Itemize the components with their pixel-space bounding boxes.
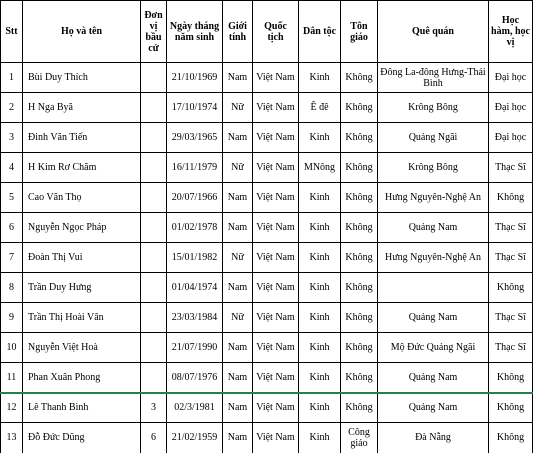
cell-stt: 7 [1,243,23,273]
cell-hometown: Hưng Nguyên-Nghệ An [378,243,489,273]
cell-ethnicity: Kinh [299,63,341,93]
cell-degree: Thạc Sĩ [489,153,533,183]
table-row [1,333,533,363]
cell-name: Bùi Duy Thích [23,63,141,93]
cell-unit [141,123,167,153]
table-row [1,153,533,183]
cell-hometown: Quảng Ngãi [378,123,489,153]
header-dob: Ngày tháng năm sinh [167,1,223,63]
cell-stt: 2 [1,93,23,123]
cell-degree: Đại học [489,93,533,123]
table-row [1,213,533,243]
cell-dob: 02/3/1981 [167,393,223,423]
cell-degree: Thạc Sĩ [489,243,533,273]
cell-unit: 3 [141,393,167,423]
cell-dob: 21/07/1990 [167,333,223,363]
cell-ethnicity: Kinh [299,243,341,273]
cell-gender: Nữ [223,303,253,333]
cell-gender: Nam [223,183,253,213]
cell-name: Trần Duy Hưng [23,273,141,303]
table-row [1,183,533,213]
cell-religion: Không [341,273,378,303]
cell-gender: Nam [223,393,253,423]
cell-hometown: Đà Nẵng [378,423,489,453]
cell-nationality: Việt Nam [253,63,299,93]
cell-hometown: Mộ Đức Quảng Ngãi [378,333,489,363]
cell-dob: 08/07/1976 [167,363,223,393]
cell-hometown: Quảng Nam [378,393,489,423]
cell-ethnicity: Kinh [299,333,341,363]
cell-unit [141,333,167,363]
cell-name: Đinh Văn Tiến [23,123,141,153]
cell-name: Cao Văn Thọ [23,183,141,213]
cell-gender: Nữ [223,153,253,183]
cell-hometown: Đông La-đông Hưng-Thái Bình [378,63,489,93]
header-stt: Stt [1,1,23,63]
header-religion: Tôn giáo [341,1,378,63]
cell-dob: 29/03/1965 [167,123,223,153]
cell-unit [141,63,167,93]
cell-degree: Thạc Sĩ [489,333,533,363]
cell-unit [141,183,167,213]
cell-gender: Nam [223,333,253,363]
cell-name: H Kim Rơ Chăm [23,153,141,183]
cell-degree: Không [489,393,533,423]
header-gender: Giới tính [223,1,253,63]
cell-ethnicity: Kinh [299,393,341,423]
cell-stt: 12 [1,393,23,423]
table-row [1,243,533,273]
cell-nationality: Việt Nam [253,243,299,273]
cell-unit [141,363,167,393]
cell-ethnicity: Kinh [299,183,341,213]
cell-name: Phan Xuân Phong [23,363,141,393]
cell-stt: 6 [1,213,23,243]
cell-name: Lê Thanh Bình [23,393,141,423]
cell-degree: Không [489,183,533,213]
cell-hometown: Krông Bông [378,153,489,183]
cell-stt: 3 [1,123,23,153]
cell-religion: Không [341,123,378,153]
cell-gender: Nam [223,123,253,153]
cell-dob: 01/02/1978 [167,213,223,243]
header-hometown: Quê quán [378,1,489,63]
cell-name: Nguyễn Việt Hoà [23,333,141,363]
cell-religion: Không [341,153,378,183]
cell-ethnicity: Ê đê [299,93,341,123]
cell-gender: Nữ [223,243,253,273]
cell-unit [141,93,167,123]
table-header-row [1,1,533,63]
cell-nationality: Việt Nam [253,333,299,363]
cell-dob: 21/10/1969 [167,63,223,93]
cell-stt: 8 [1,273,23,303]
cell-ethnicity: Kinh [299,423,341,453]
cell-nationality: Việt Nam [253,363,299,393]
table-row [1,363,533,393]
cell-dob: 16/11/1979 [167,153,223,183]
cell-ethnicity: Kinh [299,363,341,393]
cell-religion: Không [341,63,378,93]
header-nationality: Quốc tịch [253,1,299,63]
cell-degree: Không [489,423,533,453]
cell-nationality: Việt Nam [253,303,299,333]
header-unit: Đơn vị bầu cử [141,1,167,63]
cell-gender: Nam [223,63,253,93]
cell-name: H Nga Byă [23,93,141,123]
header-ethnicity: Dân tộc [299,1,341,63]
header-name: Họ và tên [23,1,141,63]
cell-gender: Nữ [223,93,253,123]
table-row [1,423,533,453]
cell-nationality: Việt Nam [253,423,299,453]
cell-ethnicity: Kinh [299,303,341,333]
cell-dob: 23/03/1984 [167,303,223,333]
cell-nationality: Việt Nam [253,123,299,153]
cell-degree: Đại học [489,63,533,93]
cell-unit [141,213,167,243]
cell-religion: Không [341,93,378,123]
cell-hometown [378,273,489,303]
cell-name: Đoàn Thị Vui [23,243,141,273]
cell-stt: 1 [1,63,23,93]
cell-ethnicity: Kinh [299,213,341,243]
cell-religion: Không [341,183,378,213]
cell-name: Nguyễn Ngọc Pháp [23,213,141,243]
cell-hometown: Krông Bông [378,93,489,123]
cell-religion: Không [341,363,378,393]
cell-religion: Công giáo [341,423,378,453]
cell-religion: Không [341,213,378,243]
cell-unit [141,243,167,273]
table-row [1,303,533,333]
cell-dob: 20/07/1966 [167,183,223,213]
cell-name: Đỗ Đức Dũng [23,423,141,453]
cell-hometown: Quảng Nam [378,363,489,393]
cell-ethnicity: MNông [299,153,341,183]
cell-stt: 11 [1,363,23,393]
cell-hometown: Hưng Nguyên-Nghệ An [378,183,489,213]
cell-unit [141,303,167,333]
cell-ethnicity: Kinh [299,123,341,153]
table-row [1,123,533,153]
cell-nationality: Việt Nam [253,213,299,243]
cell-gender: Nam [223,423,253,453]
cell-religion: Không [341,243,378,273]
table-row [1,393,533,423]
cell-degree: Không [489,273,533,303]
cell-unit [141,273,167,303]
cell-stt: 10 [1,333,23,363]
cell-gender: Nam [223,273,253,303]
cell-stt: 13 [1,423,23,453]
cell-stt: 4 [1,153,23,183]
cell-dob: 01/04/1974 [167,273,223,303]
cell-nationality: Việt Nam [253,153,299,183]
cell-degree: Thạc Sĩ [489,303,533,333]
table-row [1,273,533,303]
table-row [1,93,533,123]
cell-degree: Đại học [489,123,533,153]
cell-degree: Thạc Sĩ [489,213,533,243]
cell-hometown: Quảng Nam [378,303,489,333]
cell-nationality: Việt Nam [253,273,299,303]
cell-gender: Nam [223,363,253,393]
cell-stt: 5 [1,183,23,213]
cell-religion: Không [341,393,378,423]
cell-unit: 6 [141,423,167,453]
cell-dob: 17/10/1974 [167,93,223,123]
cell-hometown: Quảng Nam [378,213,489,243]
cell-nationality: Việt Nam [253,393,299,423]
cell-stt: 9 [1,303,23,333]
cell-degree: Không [489,363,533,393]
cell-dob: 21/02/1959 [167,423,223,453]
table-row [1,63,533,93]
cell-unit [141,153,167,183]
cell-name: Trần Thị Hoài Vân [23,303,141,333]
cell-ethnicity: Kinh [299,273,341,303]
cell-dob: 15/01/1982 [167,243,223,273]
cell-religion: Không [341,303,378,333]
cell-nationality: Việt Nam [253,93,299,123]
header-degree: Học hàm, học vị [489,1,533,63]
cell-gender: Nam [223,213,253,243]
cell-religion: Không [341,333,378,363]
cell-nationality: Việt Nam [253,183,299,213]
table-body [1,63,533,453]
